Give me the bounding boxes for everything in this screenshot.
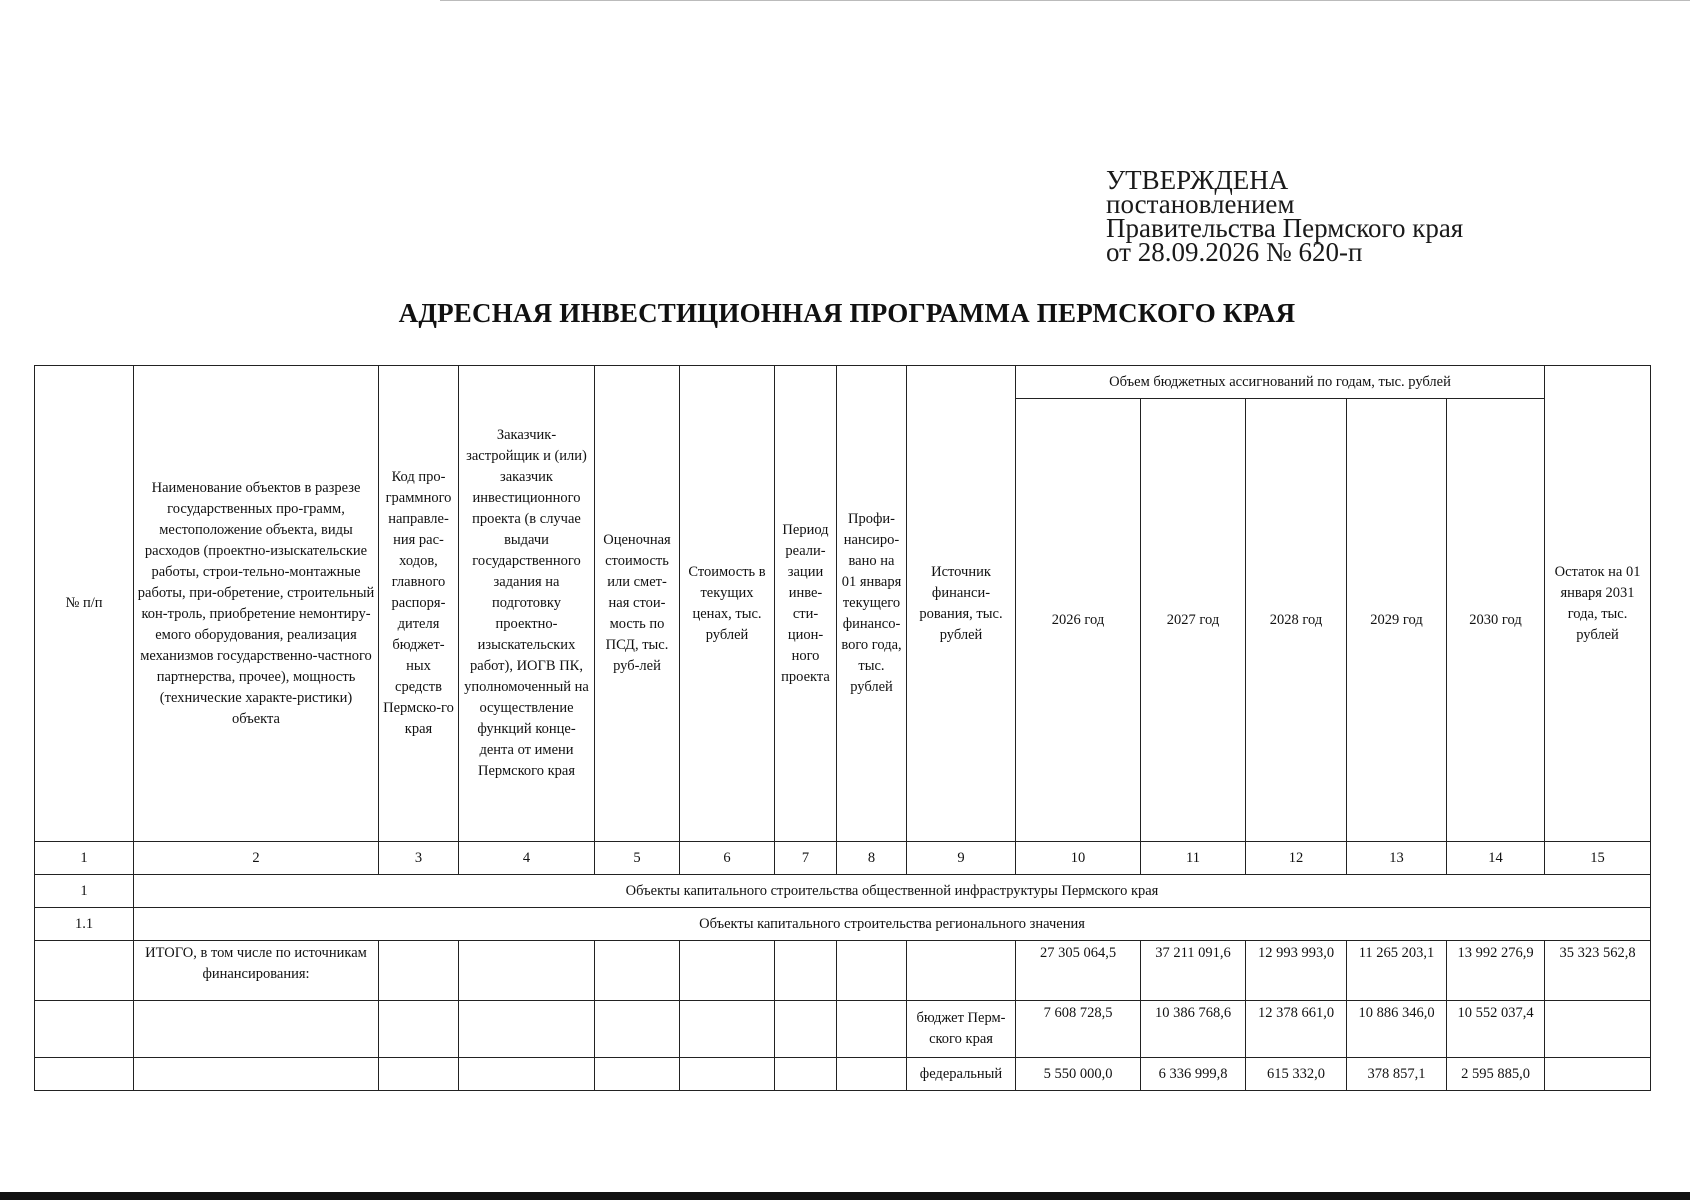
table-cell xyxy=(775,1058,837,1091)
header-object-name: Наименование объектов в разрезе государственных про-грамм, местоположение объекта, виды расходов (проектно-изыскательские работы, строи-тельно-монтажные работы, при-обретение, строительный кон-троль, приобретение немонтиру-емого оборудования, реализация механизмов государственно-частного партнерства, прочее), мощность (технические характе-ристики) объекта xyxy=(134,366,379,842)
header-number: № п/п xyxy=(35,366,134,842)
column-number: 14 xyxy=(1447,842,1545,875)
column-number: 13 xyxy=(1347,842,1447,875)
table-cell xyxy=(35,941,134,1001)
table-cell xyxy=(379,1058,459,1091)
value-2028: 12 378 661,0 xyxy=(1246,1001,1347,1058)
section-number: 1.1 xyxy=(35,908,134,941)
total-label: ИТОГО, в том числе по источникам финансирования: xyxy=(134,941,379,1001)
header-year-2027: 2027 год xyxy=(1141,399,1246,842)
column-number: 12 xyxy=(1246,842,1347,875)
section-number: 1 xyxy=(35,875,134,908)
investment-program-table xyxy=(34,365,1651,1091)
header-year-2028: 2028 год xyxy=(1246,399,1347,842)
header-program-code: Код про-граммного направле-ния рас-ходов, главного распоря-дителя бюджет-ных средств Пермско-го края xyxy=(379,366,459,842)
table-cell xyxy=(134,1001,379,1058)
value-2028: 615 332,0 xyxy=(1246,1058,1347,1091)
table-row xyxy=(35,941,1651,1001)
table-cell xyxy=(379,941,459,1001)
table-cell xyxy=(459,1058,595,1091)
value-2027: 10 386 768,6 xyxy=(1141,1001,1246,1058)
table-cell xyxy=(595,941,680,1001)
table-cell xyxy=(35,1058,134,1091)
scan-bottom-edge xyxy=(0,1192,1690,1200)
value-2028: 12 993 993,0 xyxy=(1246,941,1347,1001)
value-remainder xyxy=(1545,1058,1651,1091)
value-2030: 10 552 037,4 xyxy=(1447,1001,1545,1058)
value-remainder xyxy=(1545,1001,1651,1058)
value-2030: 13 992 276,9 xyxy=(1447,941,1545,1001)
column-number: 6 xyxy=(680,842,775,875)
approval-line-3: Правительства Пермского края xyxy=(1106,213,1464,243)
table-cell xyxy=(775,1001,837,1058)
table-row xyxy=(35,1001,1651,1058)
value-2027: 37 211 091,6 xyxy=(1141,941,1246,1001)
column-number: 7 xyxy=(775,842,837,875)
document-title xyxy=(0,298,1690,329)
table-cell xyxy=(680,941,775,1001)
header-year-2026: 2026 год xyxy=(1016,399,1141,842)
scan-edge-line xyxy=(440,0,1690,1)
table-cell xyxy=(595,1001,680,1058)
table-cell xyxy=(459,1001,595,1058)
table-row xyxy=(35,1058,1651,1091)
column-number: 8 xyxy=(837,842,907,875)
table-cell xyxy=(680,1001,775,1058)
table-cell xyxy=(837,1001,907,1058)
approval-stamp xyxy=(1106,165,1464,267)
header-remainder: Остаток на 01 января 2031 года, тыс. рублей xyxy=(1545,366,1651,842)
header-period: Период реали-зации инве-сти-цион-ного проекта xyxy=(775,366,837,842)
value-2029: 11 265 203,1 xyxy=(1347,941,1447,1001)
approval-line-1: УТВЕРЖДЕНА xyxy=(1106,165,1289,195)
value-2029: 378 857,1 xyxy=(1347,1058,1447,1091)
section-row xyxy=(35,908,1651,941)
column-number: 2 xyxy=(134,842,379,875)
column-number: 11 xyxy=(1141,842,1246,875)
value-2029: 10 886 346,0 xyxy=(1347,1001,1447,1058)
section-row xyxy=(35,875,1651,908)
header-financed: Профи-нансиро-вано на 01 января текущего финансо-вого года, тыс. рублей xyxy=(837,366,907,842)
table-cell xyxy=(35,1001,134,1058)
column-number: 4 xyxy=(459,842,595,875)
column-number: 5 xyxy=(595,842,680,875)
header-budget-group: Объем бюджетных ассигнований по годам, тыс. рублей xyxy=(1016,366,1545,399)
column-number: 1 xyxy=(35,842,134,875)
document-title-text: АДРЕСНАЯ ИНВЕСТИЦИОННАЯ ПРОГРАММА ПЕРМСКОГО КРАЯ xyxy=(398,298,1296,328)
value-2026: 7 608 728,5 xyxy=(1016,1001,1141,1058)
column-number: 10 xyxy=(1016,842,1141,875)
column-number: 3 xyxy=(379,842,459,875)
column-number: 9 xyxy=(907,842,1016,875)
value-2027: 6 336 999,8 xyxy=(1141,1058,1246,1091)
header-estimated-cost: Оценочная стоимость или смет-ная стои-мость по ПСД, тыс. руб-лей xyxy=(595,366,680,842)
table-cell xyxy=(379,1001,459,1058)
source-cell: федеральный xyxy=(907,1058,1016,1091)
approval-line-4: от 28.09.2026 № 620-п xyxy=(1106,237,1363,267)
column-number-row xyxy=(35,842,1651,875)
table-cell xyxy=(837,1058,907,1091)
value-2030: 2 595 885,0 xyxy=(1447,1058,1545,1091)
header-year-2029: 2029 год xyxy=(1347,399,1447,842)
header-source: Источник финанси-рования, тыс. рублей xyxy=(907,366,1016,842)
approval-line-2: постановлением xyxy=(1106,189,1295,219)
section-title: Объекты капитального строительства общественной инфраструктуры Пермского края xyxy=(134,875,1651,908)
section-title: Объекты капитального строительства регионального значения xyxy=(134,908,1651,941)
table-cell xyxy=(459,941,595,1001)
value-2026: 27 305 064,5 xyxy=(1016,941,1141,1001)
table-cell xyxy=(134,1058,379,1091)
table-cell xyxy=(837,941,907,1001)
value-remainder: 35 323 562,8 xyxy=(1545,941,1651,1001)
table-cell xyxy=(680,1058,775,1091)
table-cell xyxy=(595,1058,680,1091)
column-number: 15 xyxy=(1545,842,1651,875)
source-cell: бюджет Перм-ского края xyxy=(907,1001,1016,1058)
header-year-2030: 2030 год xyxy=(1447,399,1545,842)
source-cell xyxy=(907,941,1016,1001)
value-2026: 5 550 000,0 xyxy=(1016,1058,1141,1091)
table-cell xyxy=(775,941,837,1001)
header-current-cost: Стоимость в текущих ценах, тыс. рублей xyxy=(680,366,775,842)
header-customer: Заказчик-застройщик и (или) заказчик инвестиционного проекта (в случае выдачи государственного задания на подготовку проектно-изыскательских работ), ИОГВ ПК, уполномоченный на осуществление функций конце-дента от имени Пермского края xyxy=(459,366,595,842)
